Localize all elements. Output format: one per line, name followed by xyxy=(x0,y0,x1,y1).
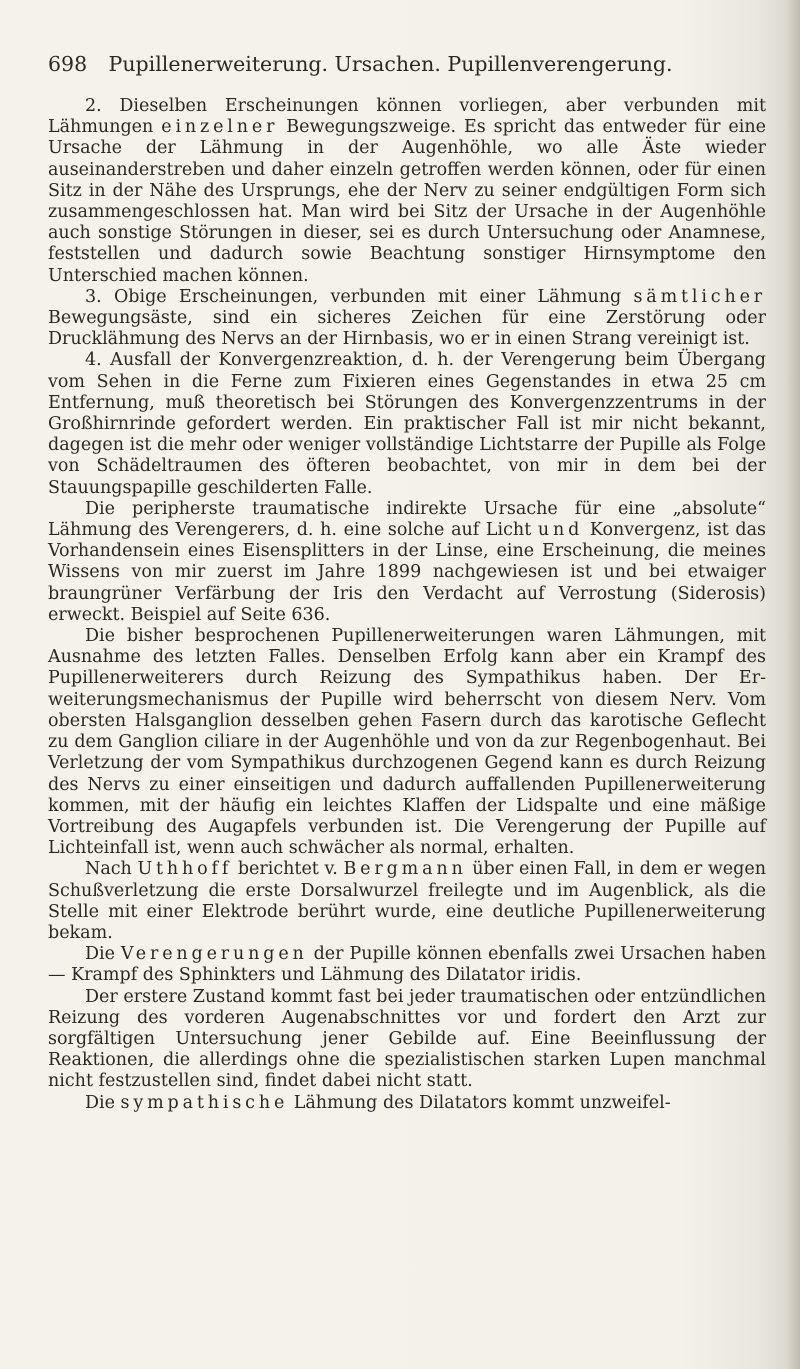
paragraph-3 xyxy=(48,287,766,351)
page-number: 698 xyxy=(48,52,88,76)
paragraph-text: 2. Dieselben Erscheinungen können vorliegen, aber verbunden mit Lähmungen xyxy=(48,96,766,138)
paragraph-text: berichtet v. xyxy=(232,859,344,880)
paragraph-2 xyxy=(48,96,766,287)
spaced-emphasis: sympathische xyxy=(120,1092,289,1113)
paragraph-verengerungen xyxy=(48,944,766,986)
paragraph-text: Die bisher besprochenen Pupillenerweiterungen waren Lähmungen, mit Ausnahme des letzten Falles. Denselben Erfolg kann aber ein Krampf des Pupillenerweiterers durch Reizung des Sympathikus haben. Der Erweiterungsmechanismus der Pupille wird beherrscht von diesem Nerv. Vom obersten Halsganglion desselben gehen Fasern durch das karotische Geflecht zu dem Ganglion ciliare in der Augenhöhle und von da zur Regenbogenhaut. Bei Verletzung der vom Sympathikus durchzogenen Gegend kann es durch Reizung des Nervs zu einer einseitigen und dadurch auffallenden Pupillenerweiterung kommen, mit der häufig ein leichtes Klaffen der Lidspalte und eine mäßige Vortreibung des Augapfels verbunden ist. Die Verengerung der Pupille auf Lichteinfall ist, wenn auch schwächer als normal, erhalten. xyxy=(48,626,766,859)
spaced-emphasis: einzelner xyxy=(161,117,279,138)
body-text xyxy=(48,96,766,1114)
page-edge-shadow xyxy=(786,0,800,1369)
paragraph-sympathikus xyxy=(48,626,766,859)
paragraph-text: über einen Fall, in dem er wegen Schußverletzung die erste Dorsalwurzel freilegte und im Augenblick, als die Stelle mit einer Elektrode berührt wurde, eine deutliche Pupillenerweiterung bekam. xyxy=(48,859,766,943)
paragraph-krampf xyxy=(48,987,766,1093)
paragraph-text: Die xyxy=(85,944,121,965)
paragraph-siderosis xyxy=(48,499,766,626)
paragraph-text: Bewegungszweige. Es spricht das entweder für eine Ursache der Lähmung in der Augenhöhle, wo alle Äste wieder auseinanderstreben und daher einzeln getroffen werden können, oder für einen Sitz in der Nähe des Ursprungs, ehe der Nerv zu seiner endgültigen Form sich zusammengeschlossen hat. Man wird bei Sitz der Ursache in der Augenhöhle auch sonstige Störungen in dieser, sei es durch Untersuchung oder Anamnese, feststellen und dadurch sowie Beachtung sonstiger Hirnsymptome den Unterschied machen können. xyxy=(48,117,766,286)
paragraph-text: Lähmung des Dilatators kommt unzweifel- xyxy=(288,1092,671,1113)
paragraph-text: Die xyxy=(85,1092,121,1113)
paragraph-text: Der erstere Zustand kommt fast bei jeder traumatischen oder entzündlichen Reizung des vorderen Augenabschnittes vor und fordert den Arzt zur sorgfältigen Untersuchung jener Gebilde auf. Eine Beeinflussung der Reaktionen, die allerdings ohne die spezialistischen starken Lupen manchmal nicht festzustellen sind, findet dabei nicht statt. xyxy=(48,986,766,1092)
paragraph-text: 4. Ausfall der Konvergenzreaktion, d. h. der Verengerung beim Übergang vom Sehen in die Ferne zum Fixieren eines Gegenstandes in etwa 25 cm Entfernung, muß theoretisch bei Störungen des Konvergenzzentrums in der Großhirnrinde gefordert werden. Ein praktischer Fall ist mir nicht bekannt, dagegen ist die mehr oder weniger vollständige Lichtstarre der Pupille als Folge von Schädeltraumen des öfteren beobachtet, von mir in dem bei der Stauungspapille geschilderten Falle. xyxy=(48,350,766,498)
paragraph-text: der Pupille können ebenfalls zwei Ursachen haben — Krampf des Sphinkters und Lähmung des Dilatator iridis. xyxy=(48,944,766,986)
spaced-emphasis: und xyxy=(537,520,584,541)
paragraph-last xyxy=(48,1093,766,1114)
running-head xyxy=(48,50,748,78)
paragraph-text: Die peripherste traumatische indirekte Ursache für eine „absolute“ Lähmung des Verengerers, d. h. eine solche auf Licht xyxy=(48,498,766,541)
paragraph-text: Nach xyxy=(85,859,138,880)
paragraph-uthhoff xyxy=(48,859,766,944)
running-title: Pupillenerweiterung. Ursachen. Pupillenverengerung. xyxy=(108,52,673,76)
spaced-emphasis: Bergmann xyxy=(343,859,467,880)
spaced-emphasis: Verengerungen xyxy=(120,944,308,965)
paragraph-text: Bewegungsäste, sind ein sicheres Zeichen für eine Zerstörung oder Drucklähmung des Nervs an der Hirnbasis, wo er in einen Strang vereinigt ist. xyxy=(48,308,766,350)
paragraph-4 xyxy=(48,350,766,498)
spaced-emphasis: sämtlicher xyxy=(633,286,766,307)
paragraph-text: 3. Obige Erscheinungen, verbunden mit einer Lähmung xyxy=(85,286,634,307)
paragraph-text: Konvergenz, ist das Vorhandensein eines Eisensplitters in der Linse, eine Erscheinung, die meines Wissens von mir zuerst im Jahre 1899 nachgewiesen ist und bei etwaiger braungrüner Verfärbung der Iris den Verdacht auf Verrostung (Siderosis) erweckt. Beispiel auf Seite 636. xyxy=(48,520,767,625)
spaced-emphasis: Uthhoff xyxy=(137,859,233,880)
